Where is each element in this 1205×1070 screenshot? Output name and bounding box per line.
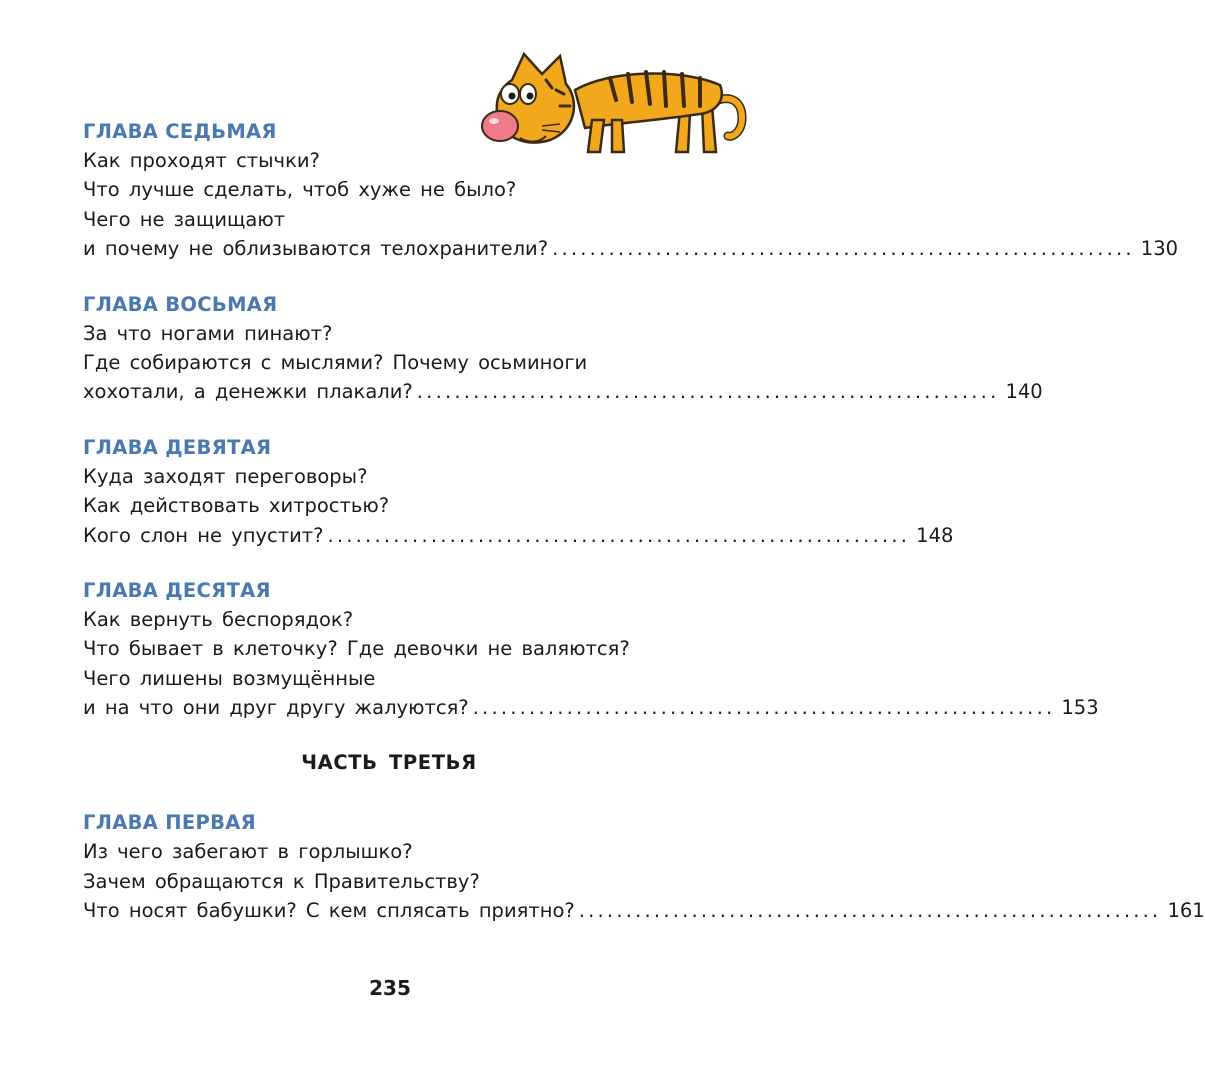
chapter-last-line [83,377,1043,406]
chapter-line: и почему не облизываются телохранители? [83,237,549,261]
chapter-title: ГЛАВА ДЕСЯТАЯ [83,578,271,602]
part-title: ЧАСТЬ ТРЕТЬЯ [301,751,477,775]
dot-leader: .............................................................. [472,696,1056,720]
chapter-entry [83,809,1205,925]
chapter-line: Кого слон не упустит? [83,523,324,547]
chapter-title: ГЛАВА СЕДЬМАЯ [83,120,277,143]
chapter-last-line [83,234,1179,263]
chapter-line: Зачем обращаются к Правительству? [83,869,480,893]
dot-leader: .............................................................. [578,899,1162,923]
chapter-entry [83,118,1179,264]
chapter-line: Как вернуть беспорядок? [83,607,354,631]
chapter-last-line [83,693,1099,722]
chapter-line: Из чего забегают в горлышко? [83,840,413,864]
dot-leader: .............................................................. [552,237,1135,261]
chapter-title: ГЛАВА ДЕВЯТАЯ [83,435,272,459]
page-ref: 148 [916,523,954,547]
dot-leader: .............................................................. [327,523,911,547]
chapter-line: Куда заходят переговоры? [83,464,368,488]
chapter-line: Чего лишены возмущённые [83,666,376,690]
page-ref: 153 [1061,696,1099,720]
page-ref: 140 [1005,380,1043,404]
page-ref: 130 [1140,237,1179,261]
chapter-title: ГЛАВА ПЕРВАЯ [83,811,256,835]
chapter-line: Что бывает в клеточку? Где девочки не валяются? [83,637,630,661]
page-number: 235 [369,976,411,1000]
chapter-last-line [83,521,954,550]
chapter-line: хохотали, а денежки плакали? [83,380,413,404]
chapter-line: Где собираются с мыслями? Почему осьминоги [83,350,588,374]
chapter-entry [83,291,1043,407]
dot-leader: .............................................................. [416,380,1000,404]
chapter-entry [83,434,954,550]
chapter-line: Что носят бабушки? С кем сплясать приятно? [83,899,575,923]
chapter-line: и на что они друг другу жалуются? [83,696,469,720]
table-of-contents [83,118,1205,953]
chapter-line: Чего не защищают [83,207,286,231]
chapter-line: Как проходят стычки? [83,149,320,172]
chapter-last-line [83,896,1205,925]
chapter-line: Как действовать хитростью? [83,494,390,518]
page-ref: 161 [1167,899,1205,923]
chapter-line: За что ногами пинают? [83,321,333,345]
chapter-title: ГЛАВА ВОСЬМАЯ [83,292,278,316]
chapter-line: Что лучше сделать, чтоб хуже не было? [83,178,517,202]
chapter-entry [83,577,1099,723]
